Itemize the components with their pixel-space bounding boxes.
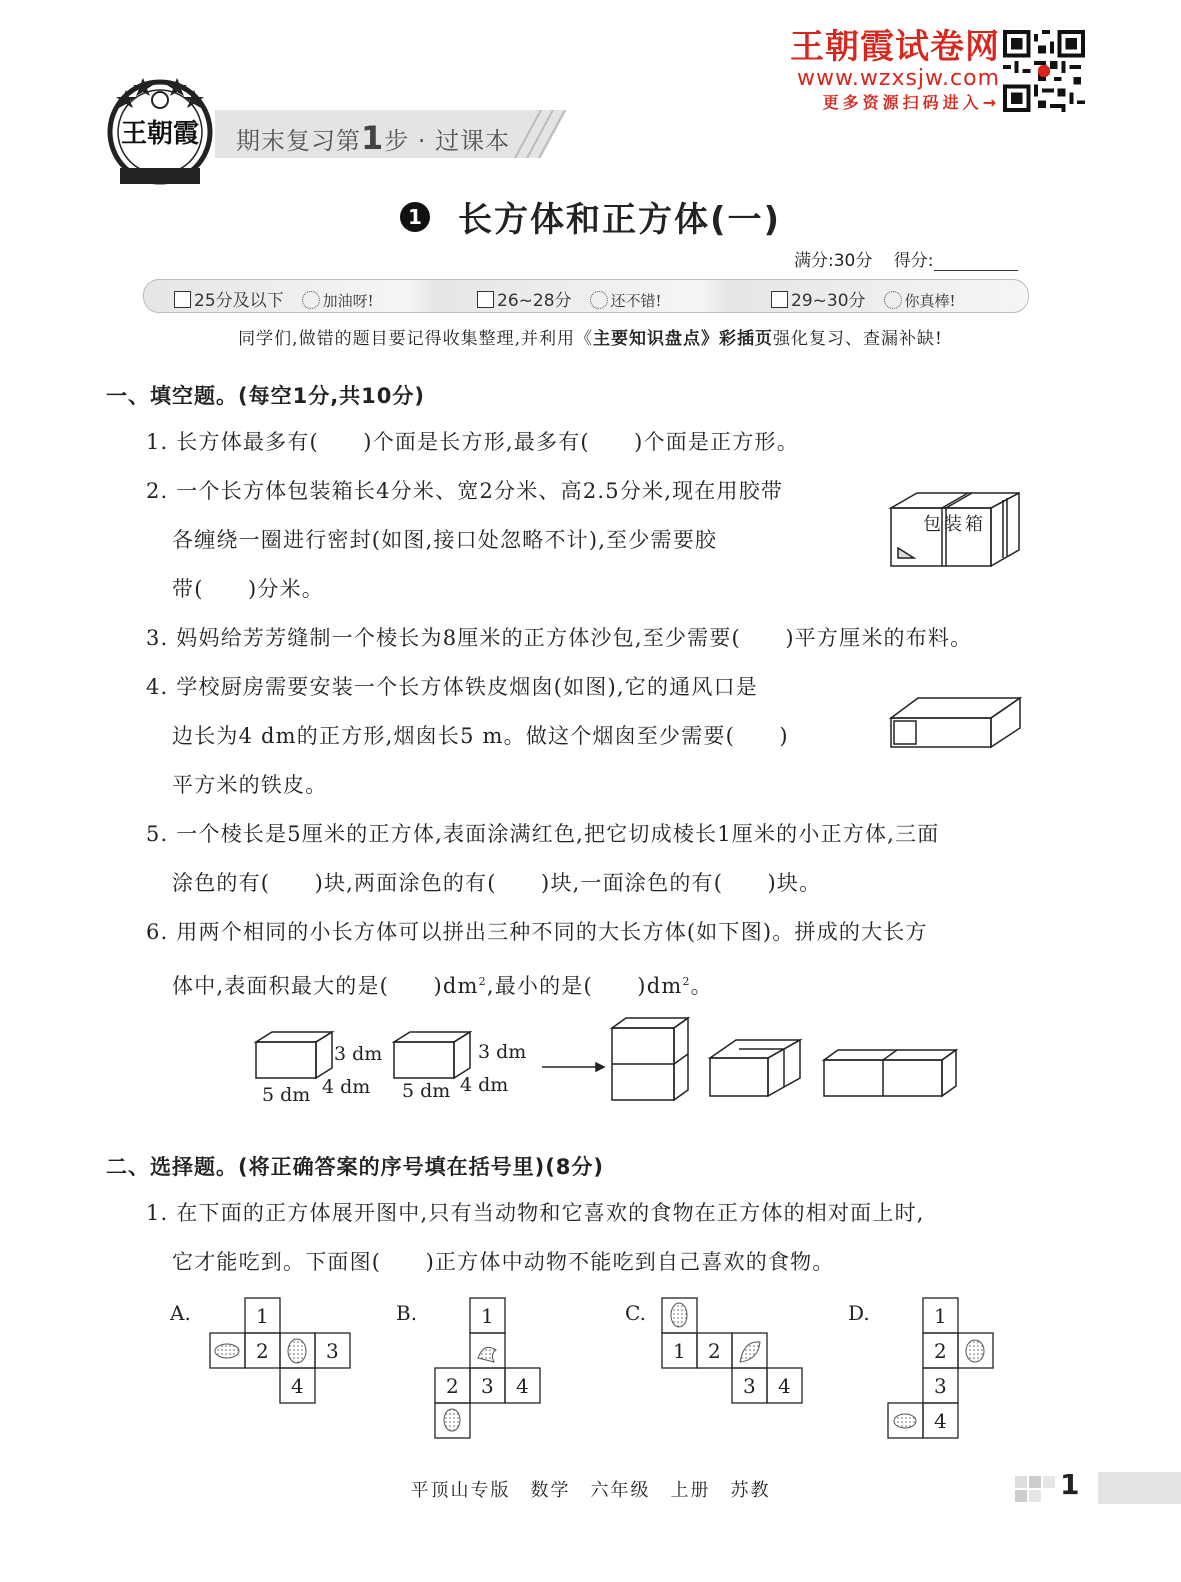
- banana-icon: [478, 1347, 496, 1362]
- dim-width-1: 4 dm: [322, 1076, 371, 1098]
- dim-length-1: 5 dm: [262, 1084, 311, 1106]
- section1-heading: 一、填空题。(每空1分,共10分): [106, 384, 426, 408]
- full-score-label: 满分:30分: [794, 251, 873, 271]
- rating-item-2: 26~28分 还不错!: [477, 286, 662, 311]
- carrot-icon: [740, 1342, 760, 1362]
- svg-text:1: 1: [934, 1304, 947, 1328]
- svg-text:4: 4: [516, 1374, 529, 1398]
- brand-name: 王朝霞试卷网: [790, 27, 1000, 67]
- score-blank[interactable]: [934, 252, 1018, 271]
- footer-info: 平顶山专版 数学 六年级 上册 苏教: [410, 1480, 771, 1501]
- question-1-5-line2: 涂色的有( )块,两面涂色的有( )块,一面涂色的有( )块。: [172, 871, 822, 895]
- banner-text: 期末复习第1步 · 过课本: [236, 119, 511, 157]
- dim-height-1: 3 dm: [334, 1043, 383, 1065]
- section2-heading: 二、选择题。(将正确答案的序号填在括号里)(8分): [106, 1155, 605, 1179]
- smiley-icon: [884, 291, 902, 309]
- dim-length-2: 5 dm: [402, 1080, 451, 1102]
- svg-text:1: 1: [481, 1304, 494, 1328]
- page-number-bar: [1098, 1472, 1181, 1504]
- smiley-icon: [590, 291, 608, 309]
- question-2-1-line1: 1. 在下面的正方体展开图中,只有当动物和它喜欢的食物在正方体的相对面上时,: [146, 1201, 925, 1225]
- brand-scan-hint: 更多资源扫码进入→: [822, 93, 1000, 112]
- svg-text:3: 3: [934, 1374, 947, 1398]
- cube-nets-figure: [160, 1292, 1020, 1452]
- question-1-6-line1: 6. 用两个相同的小长方体可以拼出三种不同的大长方体(如下图)。拼成的大长方: [146, 920, 928, 944]
- logo-text: 王朝霞: [120, 119, 200, 149]
- svg-text:2: 2: [446, 1374, 459, 1398]
- dim-height-2: 3 dm: [478, 1041, 527, 1063]
- package-box-label: 包装箱: [923, 514, 986, 535]
- score-line: [794, 246, 1018, 271]
- svg-text:2: 2: [708, 1339, 721, 1363]
- question-1-2-line1: 2. 一个长方体包装箱长4分米、宽2分米、高2.5分米,现在用胶带: [146, 479, 784, 503]
- rabbit-icon: [671, 1303, 687, 1327]
- brand-url[interactable]: www.wzxsjw.com: [796, 66, 1000, 91]
- svg-text:1: 1: [256, 1304, 269, 1328]
- svg-text:2: 2: [934, 1339, 947, 1363]
- wangzhaoxia-logo: [106, 70, 214, 188]
- question-1-2-line2: 各缠绕一圈进行密封(如图,接口处忽略不计),至少需要胶: [172, 528, 718, 552]
- option-d-label: D.: [848, 1301, 870, 1325]
- rating-checkbox[interactable]: [477, 291, 494, 308]
- svg-text:2: 2: [256, 1339, 269, 1363]
- rating-bar: [143, 279, 1029, 313]
- page-title: 长方体和正方体(一): [457, 200, 782, 240]
- svg-text:1: 1: [673, 1339, 686, 1363]
- question-1-5-line1: 5. 一个棱长是5厘米的正方体,表面涂满红色,把它切成棱长1厘米的小正方体,三面: [146, 822, 940, 846]
- rating-item-1: 25分及以下 加油呀!: [174, 286, 374, 311]
- svg-text:3: 3: [481, 1374, 494, 1398]
- rating-checkbox[interactable]: [771, 291, 788, 308]
- worm-icon: [894, 1414, 916, 1428]
- question-2-1-line2: 它才能吃到。下面图( )正方体中动物不能吃到自己喜欢的食物。: [172, 1250, 835, 1274]
- cat-icon: [288, 1339, 306, 1363]
- page-number: 1: [1060, 1468, 1080, 1501]
- rating-item-3: 29~30分 你真棒!: [771, 286, 956, 311]
- question-1-1: 1. 长方体最多有( )个面是长方形,最多有( )个面是正方形。: [146, 430, 799, 454]
- option-c-label: C.: [625, 1301, 646, 1325]
- cuboids-figure: [250, 1012, 970, 1112]
- package-box-figure: [888, 490, 1024, 570]
- rating-checkbox[interactable]: [174, 291, 191, 308]
- svg-text:3: 3: [326, 1339, 339, 1363]
- svg-text:4: 4: [291, 1374, 304, 1398]
- notice-text: 同学们,做错的题目要记得收集整理,并利用《主要知识盘点》彩插页强化复习、查漏补缺!: [238, 329, 943, 349]
- fish-icon: [215, 1344, 239, 1358]
- page-corner-decoration: [1015, 1476, 1055, 1504]
- title-row: [0, 192, 1181, 241]
- question-1-2-line3: 带( )分米。: [172, 577, 324, 601]
- chick-icon: [966, 1340, 984, 1362]
- qr-code-icon[interactable]: [1003, 30, 1085, 112]
- svg-text:4: 4: [778, 1374, 791, 1398]
- question-1-3: 3. 妈妈给芳芳缝制一个棱长为8厘米的正方体沙包,至少需要( )平方厘米的布料。: [146, 626, 973, 650]
- question-1-4-line2: 边长为4 dm的正方形,烟囱长5 m。做这个烟囱至少需要( ): [172, 724, 789, 748]
- dim-width-2: 4 dm: [460, 1074, 509, 1096]
- monkey-icon: [444, 1409, 460, 1431]
- question-1-6-line2: 体中,表面积最大的是( )$dm^2$,最小的是( )$dm^2$。: [172, 974, 713, 998]
- question-1-4-line3: 平方米的铁皮。: [172, 773, 328, 797]
- chimney-figure: [888, 692, 1024, 750]
- smiley-icon: [302, 291, 320, 309]
- question-1-4-line1: 4. 学校厨房需要安装一个长方体铁皮烟囱(如图),它的通风口是: [146, 675, 758, 699]
- title-number-badge: 1: [400, 202, 430, 232]
- option-a-label: A.: [170, 1301, 191, 1325]
- got-score-label: 得分:: [893, 251, 934, 271]
- option-b-label: B.: [396, 1301, 418, 1325]
- svg-text:3: 3: [743, 1374, 756, 1398]
- brand-block[interactable]: [790, 28, 1000, 114]
- svg-text:4: 4: [934, 1409, 947, 1433]
